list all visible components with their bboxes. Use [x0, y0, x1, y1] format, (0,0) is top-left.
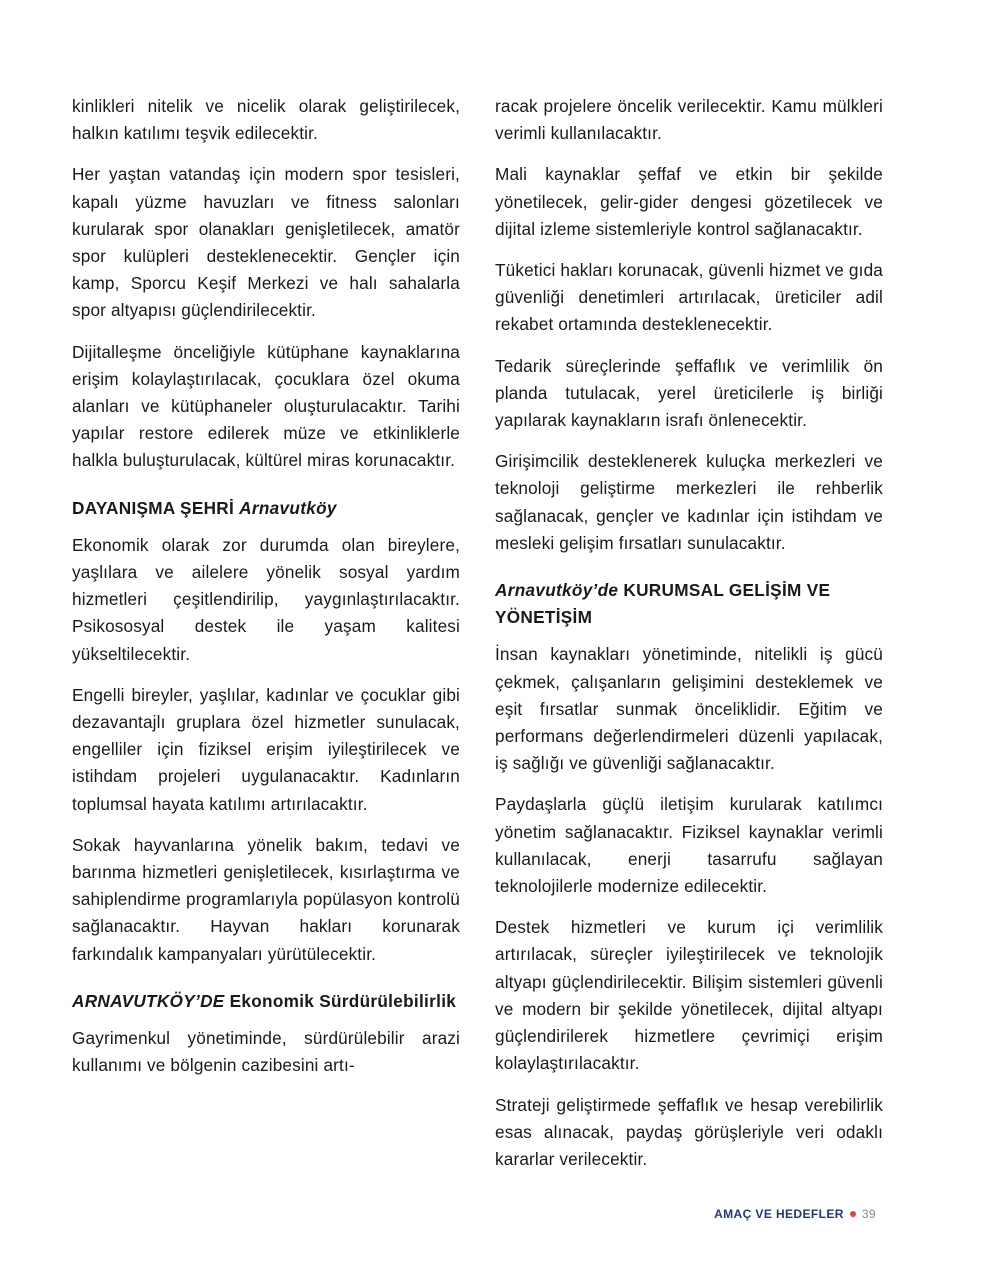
- paragraph: Engelli bireyler, yaşlılar, kadınlar ve çocuklar gibi dezavantajlı gruplara özel hizmetler sunulacak, engelliler için fiziksel erişim iyileştirilecek ve istihdam projeleri uygulanacaktır. Kadınların toplumsal hayata katılımı artırılacaktır.: [72, 684, 460, 814]
- paragraph: Destek hizmetleri ve kurum içi verimlilik artırılacak, süreçler iyileştirilecek ve teknolojik altyapı güçlendirilecektir. Bilişim sistemleri güvenli ve modern bir şekilde yönetilecek, dijital altyapı güçlendirilerek hizmetlere çevrimiçi erişim kolaylaştırılacaktır.: [495, 917, 883, 1074]
- heading-bold: Ekonomik Sürdürülebilirlik: [224, 990, 457, 1011]
- footer-section-label: AMAÇ VE HEDEFLER: [714, 1207, 844, 1221]
- paragraph: Tüketici hakları korunacak, güvenli hizmet ve gıda güvenliği denetimleri artırılacak, üreticiler adil rekabet ortamında desteklenecektir.: [495, 260, 883, 335]
- heading-italic: Arnavutköy’de: [495, 580, 619, 601]
- paragraph: Strateji geliştirmede şeffaflık ve hesap verebilirlik esas alınacak, paydaş görüşleriyle veri odaklı kararlar verilecektir.: [495, 1094, 883, 1169]
- paragraph: İnsan kaynakları yönetiminde, nitelikli iş gücü çekmek, çalışanların gelişimini desteklemek ve eşit fırsatlar sunmak önceliklidir. Eğitim ve performans değerlendirmeleri düzenli yapılacak, iş sağlığı ve güvenliği sağlanacaktır.: [495, 644, 883, 774]
- paragraph: Gayrimenkul yönetiminde, sürdürülebilir arazi kullanımı ve bölgenin cazibesini artı-: [72, 1028, 460, 1076]
- right-column: [495, 93, 883, 1187]
- section-heading-ekonomik: [72, 988, 460, 1015]
- paragraph: Paydaşlarla güçlü iletişim kurularak katılımcı yönetim sağlanacaktır. Fiziksel kaynaklar verimli kullanılacak, enerji tasarrufu sağlayan teknolojilerle modernize edilecektir.: [495, 794, 883, 897]
- paragraph: Tedarik süreçlerinde şeffaflık ve verimlilik ön planda tutulacak, yerel üreticilerle iş birliği yapılarak kaynakların israfı önlenecektir.: [495, 355, 883, 431]
- paragraph: Mali kaynaklar şeffaf ve etkin bir şekilde yönetilecek, gelir-gider dengesi gözetilecek ve dijital izleme sistemleriyle kontrol sağlanacaktır.: [495, 164, 883, 239]
- left-column: [72, 93, 460, 1094]
- paragraph: Girişimcilik desteklenerek kuluçka merkezleri ve teknoloji geliştirme merkezleri ile rehberlik sağlanacak, gençler ve kadınlar için istihdam ve mesleki gelişim fırsatları sunulacaktır.: [495, 451, 883, 553]
- heading-bold: KURUMSAL GELİŞİM VE YÖNETİŞİM: [495, 580, 831, 628]
- bullet-dot-icon: [850, 1211, 856, 1217]
- paragraph: Her yaştan vatandaş için modern spor tesisleri, kapalı yüzme havuzları ve fitness salonları kurularak spor olanakları genişletilecek, amatör spor kulüpleri desteklenecektir. Gençler için kamp, Sporcu Keşif Merkezi ve halı sahalarla spor altyapısı güçlendirilecektir.: [72, 164, 460, 321]
- paragraph: kinlikleri nitelik ve nicelik olarak geliştirilecek, halkın katılımı teşvik edilecektir.: [72, 96, 460, 144]
- heading-bold: DAYANIŞMA ŞEHRİ: [72, 497, 240, 518]
- paragraph: Sokak hayvanlarına yönelik bakım, tedavi ve barınma hizmetleri genişletilecek, kısırlaştırma ve sahiplendirme programlarıyla popülasyon kontrolü sağlanacaktır. Hayvan hakları korunarak farkındalık kampanyaları yürütülecektir.: [72, 834, 460, 964]
- page-footer: [714, 1207, 876, 1221]
- heading-italic: Arnavutköy: [239, 497, 337, 518]
- paragraph: racak projelere öncelik verilecektir. Kamu mülkleri verimli kullanılacaktır.: [495, 96, 883, 144]
- page-number: 39: [861, 1207, 876, 1221]
- heading-italic: ARNAVUTKÖY’DE: [72, 990, 225, 1011]
- section-heading-kurumsal: [495, 577, 883, 631]
- section-heading-dayanisma: [72, 495, 460, 522]
- paragraph: Dijitalleşme önceliğiyle kütüphane kaynaklarına erişim kolaylaştırılacak, çocuklara özel okuma alanları ve kütüphaneler oluşturulacaktır. Tarihi yapılar restore edilerek müze ve etkinliklerle halkla buluşturulacak, kültürel miras korunacaktır.: [72, 341, 460, 471]
- paragraph: Ekonomik olarak zor durumda olan bireylere, yaşlılara ve ailelere yönelik sosyal yardım hizmetleri çeşitlendirilip, yaygınlaştırılacaktır. Psikososyal destek ile yaşam kalitesi yükseltilecektir.: [72, 534, 460, 664]
